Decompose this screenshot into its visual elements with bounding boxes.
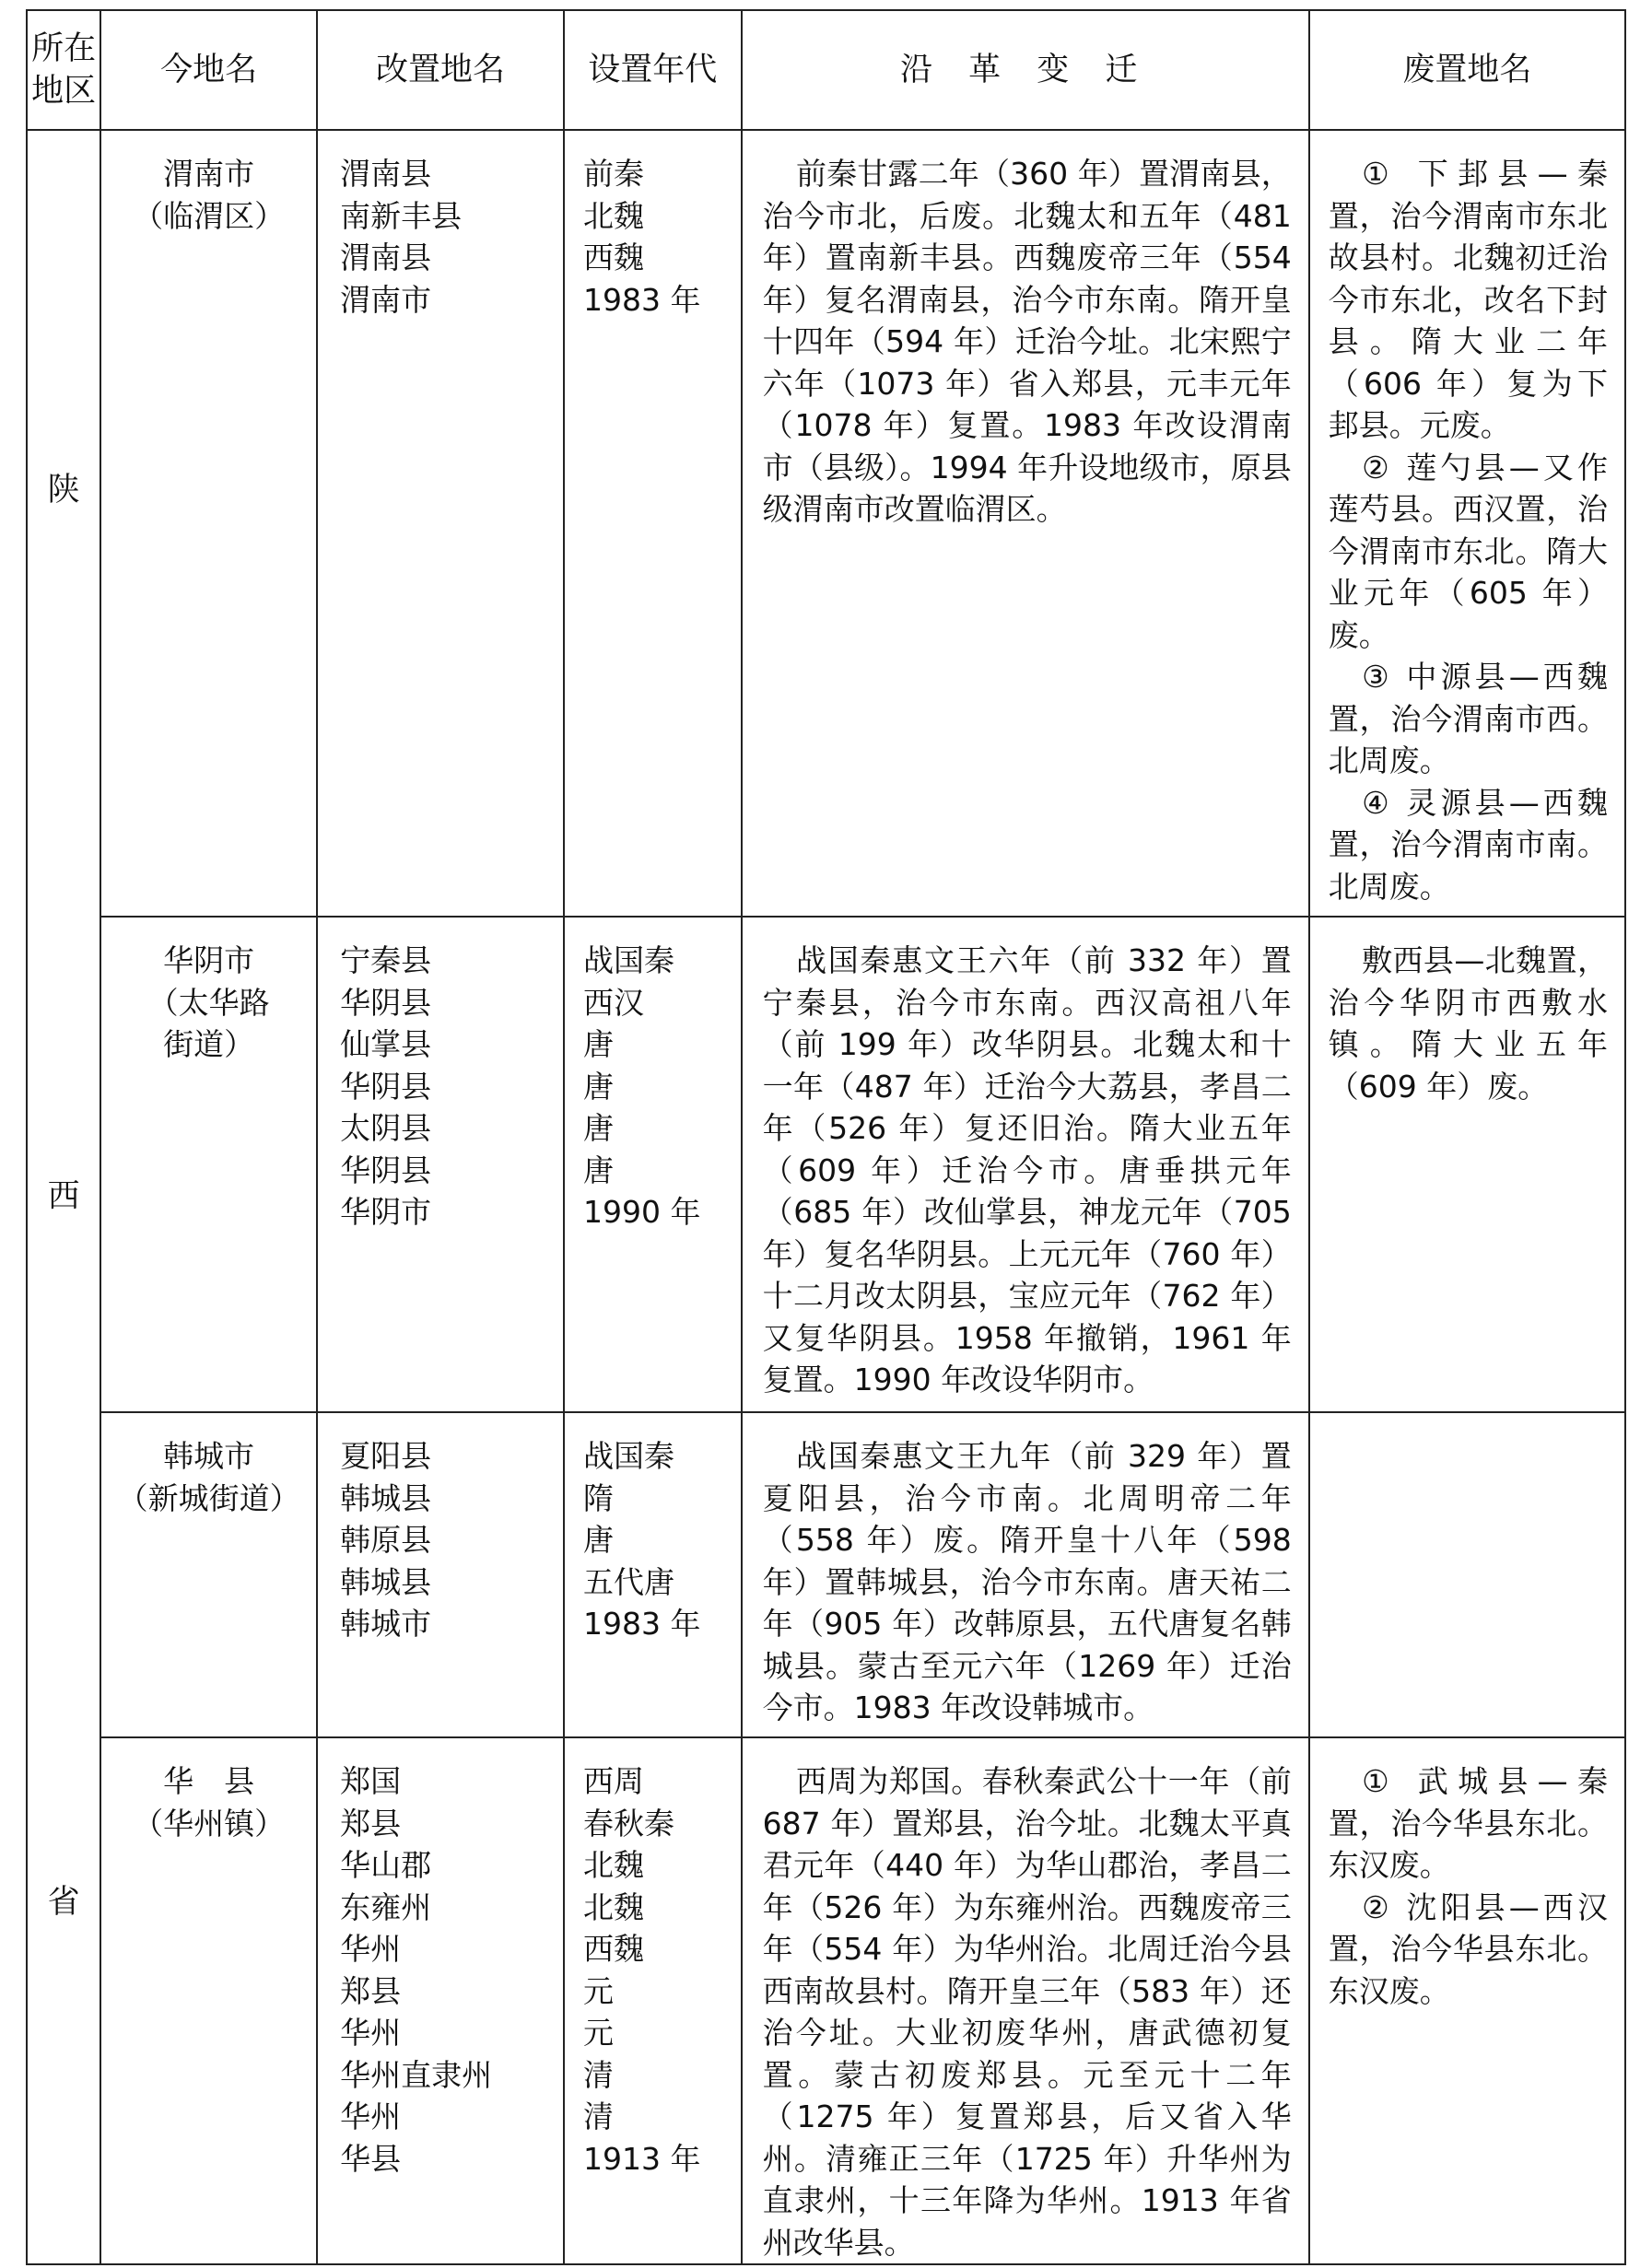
old-name: 郑县 [340, 1805, 402, 1841]
abolished-entry: ① 武城县—秦置，治今华县东北。东汉废。 [1328, 1763, 1608, 1883]
header-hist: 沿 革 变 迁 [742, 10, 1309, 130]
era: 唐 [582, 1522, 614, 1558]
current-name-cell [100, 130, 317, 917]
era: 西汉 [582, 984, 644, 1021]
era: 元 [582, 2015, 614, 2051]
table-row [27, 917, 1625, 1412]
era: 清 [582, 2056, 614, 2093]
province-char: 省 [47, 1884, 80, 1922]
province-label [28, 138, 100, 2257]
current-name: 华阴市 [163, 942, 255, 978]
abolished-cell [1309, 917, 1625, 1412]
current-name-cell [100, 917, 317, 1412]
era: 北魏 [582, 1888, 644, 1925]
abolished-entry: ③ 中源县—西魏置，治今渭南市西。北周废。 [1328, 659, 1608, 778]
current-name-seat: （新城街道） [117, 1479, 300, 1516]
era: 西魏 [582, 240, 644, 275]
abolished-cell [1309, 1737, 1625, 2264]
abolished-entry: ② 沈阳县—西汉置，治今华县东北。东汉废。 [1328, 1888, 1608, 2009]
gazetteer-table [26, 9, 1626, 2265]
era: 1983 年 [582, 281, 701, 318]
current-name-cell [100, 1737, 317, 2264]
table-row [27, 130, 1625, 917]
old-name: 华州 [340, 2015, 402, 2051]
era-cell [564, 917, 742, 1412]
old-name: 东雍州 [340, 1888, 432, 1925]
current-name: 韩城市 [163, 1438, 255, 1474]
old-names-cell [317, 1737, 564, 2264]
era: 1990 年 [582, 1194, 701, 1230]
abolished-entry: ② 莲勺县—又作莲芍县。西汉置，治今渭南市东北。隋大业元年（605 年）废。 [1328, 449, 1608, 653]
header-abol: 废置地名 [1309, 10, 1625, 130]
current-name-seat: 街道） [163, 1026, 255, 1062]
era: 西魏 [582, 1931, 644, 1967]
header-row [27, 10, 1625, 130]
history-text: 前秦甘露二年（360 年）置渭南县，治今市北，后废。北魏太和五年（481 年）置南新丰县。西魏废帝三年（554 年）复名渭南县，治今市东南。隋开皇十四年（594 年）迁治今址。北宋熙宁六年（1073 年）省入郑县，元丰元年（1078 年）复置。1983 年改设渭南市（县级）。1994 年升设地级市，原县级渭南市改置临渭区。 [762, 156, 1292, 527]
current-name-seat: （华州镇） [133, 1805, 286, 1841]
province-char: 陕 [47, 472, 80, 509]
old-name: 太阴县 [340, 1110, 432, 1146]
old-name: 华阴县 [340, 1152, 432, 1188]
old-name: 南新丰县 [340, 197, 463, 234]
old-name: 宁秦县 [340, 942, 432, 978]
era: 五代唐 [582, 1563, 674, 1600]
old-name: 华阴县 [340, 1068, 432, 1105]
era: 1983 年 [582, 1606, 701, 1642]
era: 清 [582, 2098, 614, 2134]
abolished-entry: ① 下邽县—秦置，治今渭南市东北故县村。北魏初迁治今市东北，改名下封县。隋大业二年（606 年）复为下邽县。元废。 [1328, 156, 1608, 443]
header-region-label: 所在地区 [31, 30, 97, 110]
old-name: 华阴县 [340, 984, 432, 1021]
old-name: 渭南县 [340, 240, 432, 275]
old-name: 华山郡 [340, 1847, 432, 1883]
old-names-cell [317, 1412, 564, 1737]
table-row [27, 1737, 1625, 2264]
header-old: 改置地名 [317, 10, 564, 130]
old-name: 华州 [340, 1931, 402, 1967]
old-name: 韩城市 [340, 1606, 432, 1642]
era-cell [564, 130, 742, 917]
old-name: 渭南县 [340, 156, 432, 192]
history-text: 战国秦惠文王九年（前 329 年）置夏阳县，治今市南。北周明帝二年（558 年）废。隋开皇十八年（598 年）置韩城县，治今市东南。唐天祐二年（905 年）改韩原县，五代唐复名韩城县。蒙古至元六年（1269 年）迁治今市。1983 年改设韩城市。 [762, 1438, 1292, 1725]
current-name: 渭南市 [163, 156, 255, 192]
old-name: 华阴市 [340, 1194, 432, 1230]
history-cell [742, 917, 1309, 1412]
current-name: 华 县 [163, 1763, 255, 1799]
old-name: 渭南市 [340, 281, 432, 318]
era: 唐 [582, 1068, 614, 1105]
history-cell [742, 1737, 1309, 2264]
old-name: 仙掌县 [340, 1026, 432, 1062]
old-names-cell [317, 917, 564, 1412]
history-text: 西周为郑国。春秋秦武公十一年（前 687 年）置郑县，治今址。北魏太平真君元年（440 年）为华山郡治，孝昌二年（526 年）为东雍州治。西魏废帝三年（554 年）为华州治。北周迁治今县西南故县村。隋开皇三年（583 年）还治今址。大业初废华州，唐武德初复置。蒙古初废郑县。元至元十二年（1275 年）复置郑县，后又省入华州。清雍正三年（1725 年）升华州为直隶州，十三年降为华州。1913 年省州改华县。 [762, 1763, 1292, 2261]
old-name: 夏阳县 [340, 1438, 432, 1474]
era: 唐 [582, 1110, 614, 1146]
region-cell [27, 130, 100, 2264]
era: 战国秦 [582, 942, 674, 978]
era-cell [564, 1412, 742, 1737]
era-cell [564, 1737, 742, 2264]
old-name: 韩原县 [340, 1522, 432, 1558]
table-row [27, 1412, 1625, 1737]
era: 唐 [582, 1152, 614, 1188]
era: 1913 年 [582, 2140, 701, 2177]
header-region [27, 10, 100, 130]
header-era: 设置年代 [564, 10, 742, 130]
era: 北魏 [582, 197, 644, 234]
abolished-entry: 敷西县—北魏置，治今华阴市西敷水镇。隋大业五年（609 年）废。 [1328, 942, 1608, 1105]
abolished-cell [1309, 130, 1625, 917]
era: 前秦 [582, 156, 644, 192]
old-name: 郑县 [340, 1972, 402, 2009]
old-name: 韩城县 [340, 1479, 432, 1516]
history-cell [742, 1412, 1309, 1737]
history-cell [742, 130, 1309, 917]
current-name-seat: （太华路 [147, 984, 270, 1021]
era: 隋 [582, 1479, 614, 1516]
old-name: 华州直隶州 [340, 2056, 493, 2093]
era: 西周 [582, 1763, 644, 1799]
header-name: 今地名 [100, 10, 317, 130]
era: 元 [582, 1972, 614, 2009]
current-name-seat: （临渭区） [133, 197, 286, 234]
era: 北魏 [582, 1847, 644, 1883]
current-name-cell [100, 1412, 317, 1737]
old-names-cell [317, 130, 564, 917]
history-text: 战国秦惠文王六年（前 332 年）置宁秦县，治今市东南。西汉高祖八年（前 199 年）改华阴县。北魏太和十一年（487 年）迁治今大荔县，孝昌二年（526 年）复还旧治。隋大业五年（609 年）迁治今市。唐垂拱元年（685 年）改仙掌县，神龙元年（705 年）复名华阴县。上元元年（760 年）十二月改太阴县，宝应元年（762 年）又复华阴县。1958 年撤销，1961 年复置。1990 年改设华阴市。 [762, 942, 1292, 1397]
old-name: 华县 [340, 2140, 402, 2177]
era: 春秋秦 [582, 1805, 674, 1841]
abolished-cell [1309, 1412, 1625, 1737]
province-char: 西 [47, 1177, 80, 1215]
abolished-entry: ④ 灵源县—西魏置，治今渭南市南。北周废。 [1328, 784, 1608, 905]
era: 唐 [582, 1026, 614, 1062]
era: 战国秦 [582, 1438, 674, 1474]
old-name: 韩城县 [340, 1563, 432, 1600]
old-name: 华州 [340, 2098, 402, 2134]
old-name: 郑国 [340, 1763, 402, 1799]
